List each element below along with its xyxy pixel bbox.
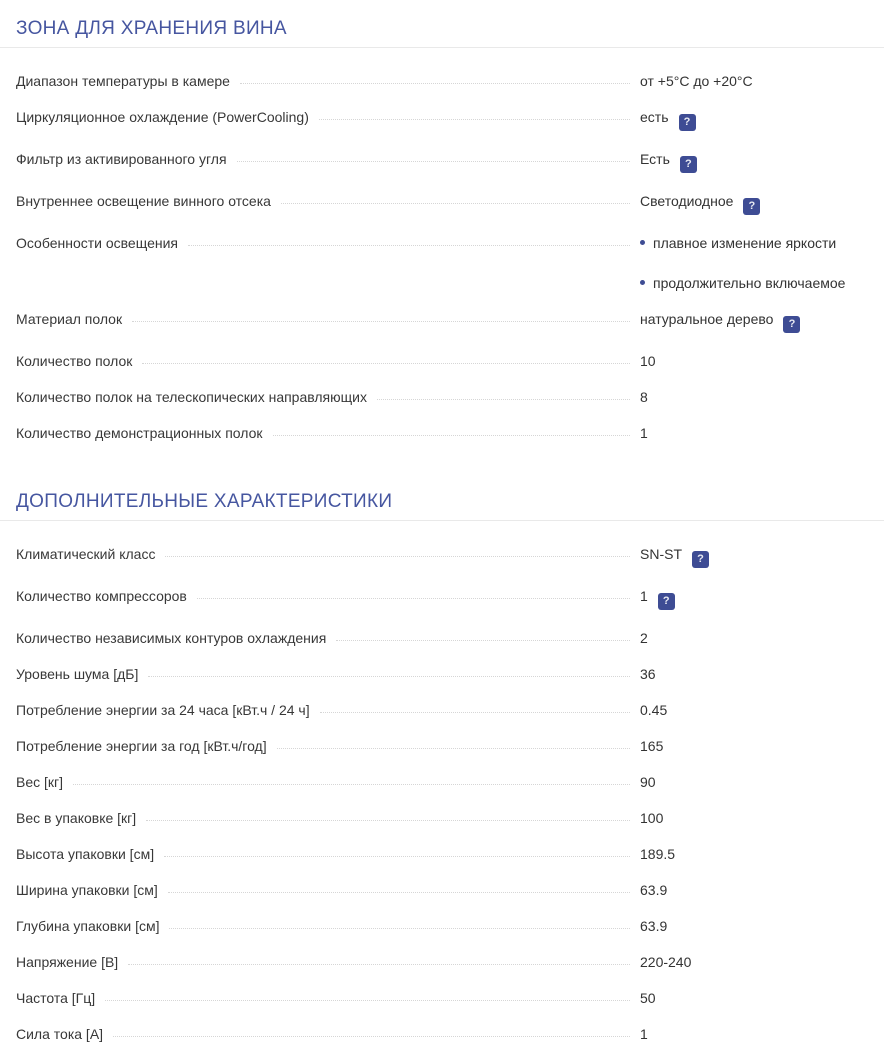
spec-value-col [640,919,871,934]
spec-row [16,547,871,568]
spec-value-col [640,110,871,131]
spec-label: Потребление энергии за год [кВт.ч/год] [16,738,267,754]
spec-row [16,312,871,333]
spec-value-col [640,547,871,568]
spec-label: Частота [Гц] [16,990,96,1006]
spec-sections [16,18,871,1042]
dotted-leader [113,1036,630,1037]
spec-label: Ширина упаковки [см] [16,882,158,898]
spec-label: Глубина упаковки [см] [16,918,160,934]
section-divider [0,47,884,48]
spec-value-col [640,739,871,754]
spec-value-col [640,194,871,215]
spec-value: 10 [640,353,656,369]
dotted-leader [188,245,630,246]
help-icon[interactable]: ? [783,316,800,333]
spec-value: 100 [640,810,664,826]
spec-row [16,390,871,405]
dotted-leader [281,203,630,204]
spec-value: натуральное дерево [640,311,774,327]
spec-row [16,667,871,682]
dotted-leader [377,399,630,400]
dotted-leader [142,363,630,364]
dotted-leader [105,1000,630,1001]
spec-value: 50 [640,990,656,1006]
spec-section [16,18,871,441]
dotted-leader [132,321,630,322]
spec-rows [16,74,871,441]
spec-value-col [640,354,871,369]
spec-value-col [640,991,871,1006]
spec-value-list [640,236,871,291]
dotted-leader [277,748,630,749]
list-item-text: плавное изменение яркости [653,235,837,251]
section-divider [0,520,884,521]
spec-label: Внутреннее освещение винного отсека [16,193,271,209]
help-icon[interactable]: ? [658,593,675,610]
spec-value: 189.5 [640,846,676,862]
spec-value-col [640,775,871,790]
spec-row [16,74,871,89]
spec-value: Светодиодное [640,193,734,209]
spec-row [16,426,871,441]
spec-row [16,883,871,898]
spec-label: Сила тока [А] [16,1026,104,1042]
spec-label: Количество демонстрационных полок [16,425,263,441]
spec-value: 220-240 [640,954,692,970]
spec-value: 0.45 [640,702,668,718]
spec-value: 63.9 [640,882,668,898]
spec-label: Особенности освещения [16,235,178,251]
list-item [640,276,871,291]
dotted-leader [240,83,630,84]
spec-row [16,919,871,934]
spec-value-col [640,883,871,898]
spec-label: Количество компрессоров [16,588,187,604]
bullet-icon [640,240,645,245]
spec-label: Количество полок на телескопических направляющих [16,389,367,405]
help-icon[interactable]: ? [743,198,760,215]
section-title: ДОПОЛНИТЕЛЬНЫЕ ХАРАКТЕРИСТИКИ [16,491,393,512]
help-icon[interactable]: ? [692,551,709,568]
spec-value: SN-ST [640,546,682,562]
spec-value-col [640,1027,871,1042]
spec-label: Напряжение [В] [16,954,119,970]
spec-label: Вес [кг] [16,774,64,790]
dotted-leader [168,892,630,893]
spec-value-col [640,847,871,862]
help-icon[interactable]: ? [679,114,696,131]
spec-value: 36 [640,666,656,682]
dotted-leader [128,964,630,965]
spec-value: 165 [640,738,664,754]
spec-value: 90 [640,774,656,790]
list-item [640,236,871,251]
spec-value: 2 [640,630,648,646]
spec-rows [16,547,871,1042]
dotted-leader [164,856,630,857]
spec-row [16,236,871,291]
spec-value-col [640,811,871,826]
spec-row [16,1027,871,1042]
spec-label: Потребление энергии за 24 часа [кВт.ч / 24 ч] [16,702,310,718]
spec-label: Уровень шума [дБ] [16,666,139,682]
spec-value-col [640,152,871,173]
spec-row [16,589,871,610]
dotted-leader [319,119,630,120]
spec-row [16,703,871,718]
spec-label: Диапазон температуры в камере [16,73,230,89]
spec-value: 1 [640,588,648,604]
spec-value-col [640,955,871,970]
dotted-leader [73,784,630,785]
spec-row [16,631,871,646]
spec-value: 1 [640,1026,648,1042]
spec-label: Климатический класс [16,546,156,562]
spec-value: 1 [640,425,648,441]
spec-row [16,194,871,215]
dotted-leader [169,928,630,929]
dotted-leader [237,161,630,162]
spec-value-col [640,631,871,646]
dotted-leader [336,640,630,641]
spec-row [16,847,871,862]
spec-value: 63.9 [640,918,668,934]
spec-value-col [640,390,871,405]
spec-label: Количество полок [16,353,133,369]
dotted-leader [197,598,630,599]
bullet-icon [640,280,645,285]
spec-label: Количество независимых контуров охлаждения [16,630,327,646]
list-item-text: продолжительно включаемое [653,275,846,291]
dotted-leader [146,820,630,821]
dotted-leader [320,712,630,713]
spec-value: есть [640,109,669,125]
spec-row [16,354,871,369]
spec-label: Фильтр из активированного угля [16,151,227,167]
spec-row [16,955,871,970]
spec-value: Есть [640,151,670,167]
spec-label: Циркуляционное охлаждение (PowerCooling) [16,109,309,125]
spec-value-col [640,589,871,610]
spec-row [16,152,871,173]
spec-row [16,811,871,826]
spec-value-col [640,426,871,441]
spec-value: от +5°C до +20°C [640,73,753,89]
help-icon[interactable]: ? [680,156,697,173]
spec-row [16,775,871,790]
spec-value-col [640,703,871,718]
dotted-leader [273,435,631,436]
spec-value-col [640,312,871,333]
spec-label: Вес в упаковке [кг] [16,810,137,826]
dotted-leader [165,556,630,557]
spec-label: Материал полок [16,311,123,327]
section-title: ЗОНА ДЛЯ ХРАНЕНИЯ ВИНА [16,18,287,39]
spec-label: Высота упаковки [см] [16,846,155,862]
spec-row [16,110,871,131]
spec-row [16,739,871,754]
dotted-leader [148,676,630,677]
spec-row [16,991,871,1006]
spec-value-col [640,667,871,682]
spec-value: 8 [640,389,648,405]
spec-section [16,491,871,1042]
spec-value-col [640,74,871,89]
